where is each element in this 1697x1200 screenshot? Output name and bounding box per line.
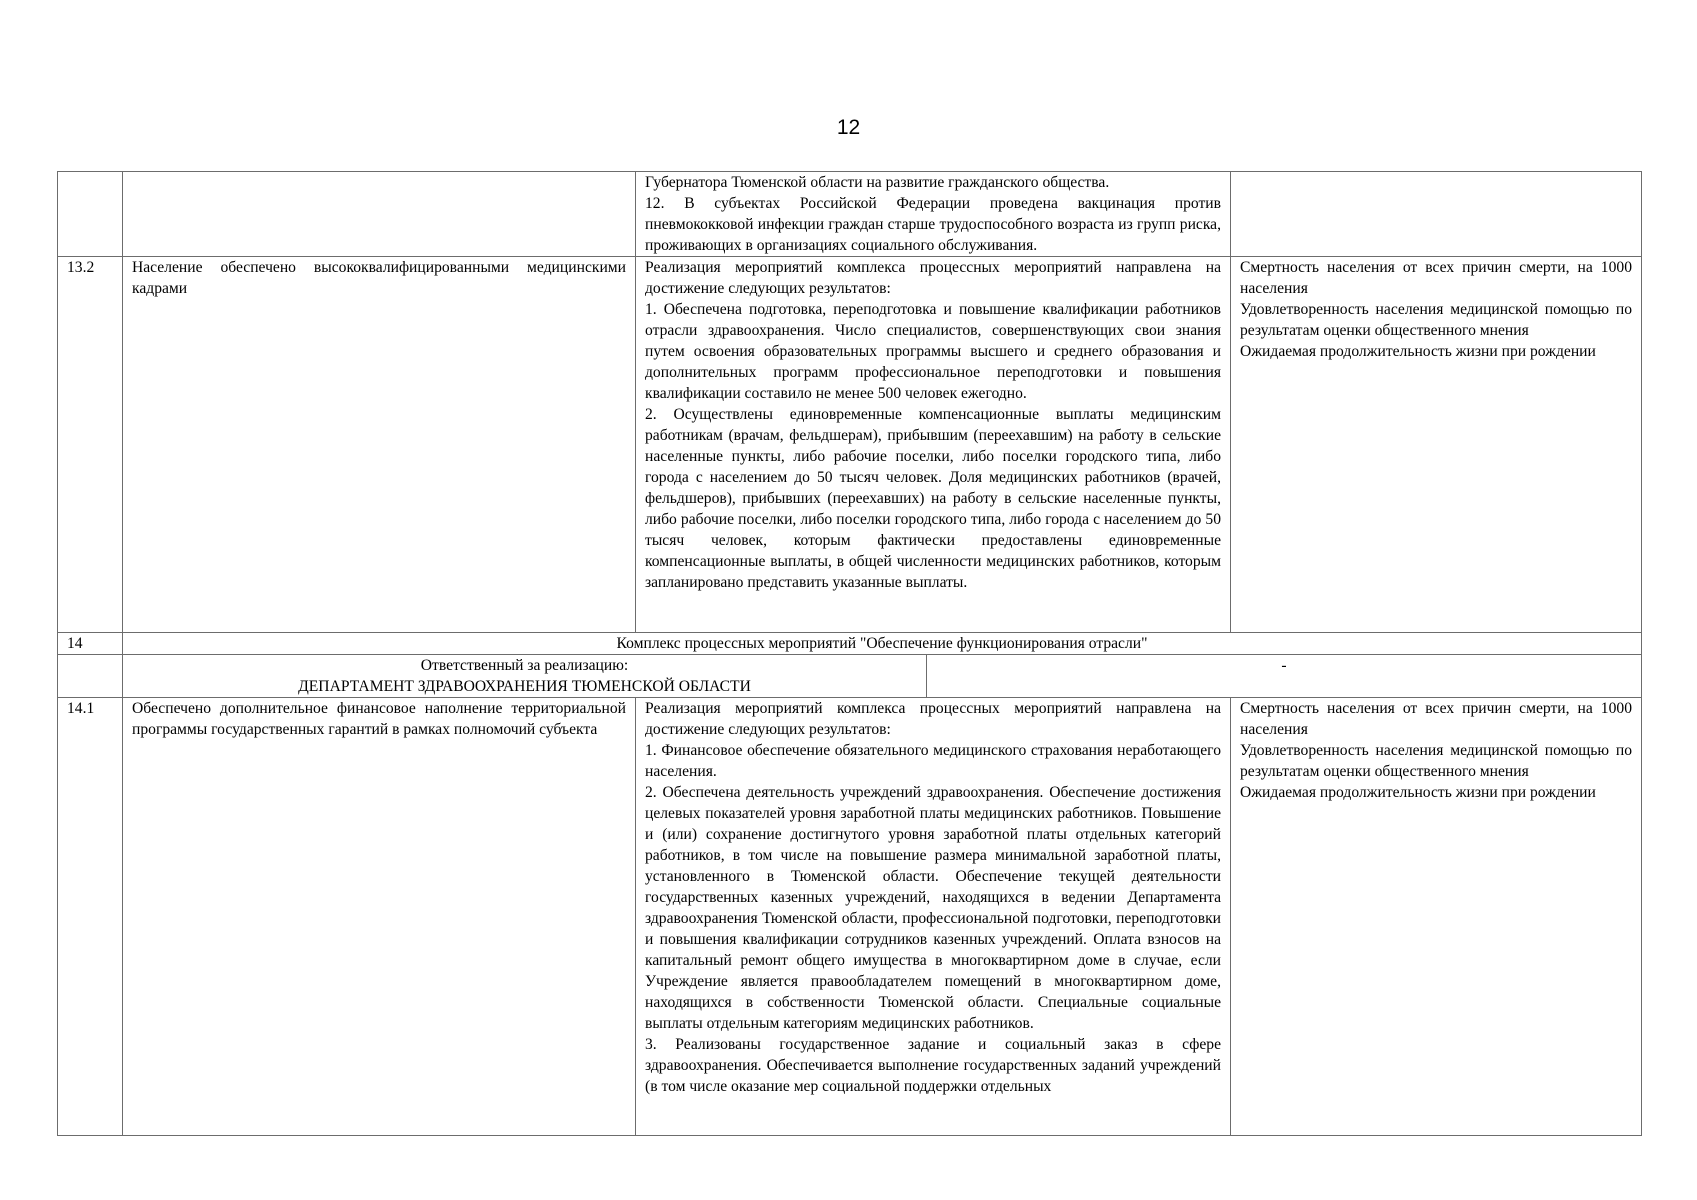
result-paragraph: 1. Обеспечена подготовка, переподготовка и повышение квалификации работников отрасли здравоохранения. Число специалистов, совершенствующих свои знания путем освоения образовательных программы высшего и среднего образования и дополнительных программ профессиональное переподготовки и повышения квалификации составило не менее 500 человек ежегодно. <box>645 301 1221 402</box>
cell-num <box>58 655 123 698</box>
page-number: 12 <box>836 116 861 139</box>
cell-num <box>58 172 123 257</box>
responsible-name: ДЕПАРТАМЕНТ ЗДРАВООХРАНЕНИЯ ТЮМЕНСКОЙ ОБЛАСТИ <box>298 678 751 695</box>
table-row-14 <box>58 633 1642 655</box>
cell-indicators <box>1231 698 1642 1136</box>
result-paragraph: Реализация мероприятий комплекса процессных мероприятий направлена на достижение следующих результатов: <box>645 259 1221 297</box>
indicator: Смертность населения от всех причин смерти, на 1000 населения <box>1240 700 1632 738</box>
result-line: 12. В субъектах Российской Федерации проведена вакцинация против пневмококковой инфекции граждан старше трудоспособного возраста из групп риска, проживающих в организациях социального обслуживания. <box>645 195 1221 254</box>
result-paragraph: Реализация мероприятий комплекса процессных мероприятий направлена на достижение следующих результатов: <box>645 700 1221 738</box>
cell-results <box>636 257 1231 633</box>
cell-indicators <box>1231 172 1642 257</box>
cell-indicators <box>1231 257 1642 633</box>
table-row-13-2 <box>58 257 1642 633</box>
indicator: Смертность населения от всех причин смерти, на 1000 населения <box>1240 259 1632 297</box>
cell-task: Обеспечено дополнительное финансовое наполнение территориальной программы государственных гарантий в рамках полномочий субъекта <box>123 698 636 1136</box>
result-paragraph: 3. Реализованы государственное задание и социальный заказ в сфере здравоохранения. Обеспечивается выполнение государственных заданий учреждений (в том числе оказание мер социальной поддержки отдельных <box>645 1036 1221 1095</box>
cell-task <box>123 172 636 257</box>
result-paragraph: 1. Финансовое обеспечение обязательного медицинского страхования неработающего населения. <box>645 742 1221 780</box>
cell-task: Население обеспечено высококвалифицированными медицинскими кадрами <box>123 257 636 633</box>
indicator: Удовлетворенность населения медицинской помощью по результатам оценки общественного мнения <box>1240 742 1632 780</box>
table-row-14-1 <box>58 698 1642 1136</box>
indicator: Ожидаемая продолжительность жизни при рождении <box>1240 784 1596 801</box>
result-line: Губернатора Тюменской области на развитие гражданского общества. <box>645 174 1110 191</box>
cell-num: 14 <box>58 633 123 655</box>
result-paragraph: 2. Обеспечена деятельность учреждений здравоохранения. Обеспечение достижения целевых показателей уровня заработной платы медицинских работников. Повышение и (или) сохранение достигнутого уровня заработной платы отдельных категорий работников, в том числе на повышение размера минимальной заработной платы, установленного в Тюменской области. Обеспечение текущей деятельности государственных казенных учреждений, находящихся в ведении Департамента здравоохранения Тюменской области, профессиональной подготовки, переподготовки и повышения квалификации сотрудников казенных учреждений. Оплата взносов на капитальный ремонт общего имущества в многоквартирном доме в случае, если Учреждение является правообладателем помещений в многоквартирном доме, находящихся в собственности Тюменской области. Специальные социальные выплаты отдельным категориям медицинских работников. <box>645 784 1221 1032</box>
cell-responsible <box>123 655 927 698</box>
result-paragraph: 2. Осуществлены единовременные компенсационные выплаты медицинским работникам (врачам, фельдшерам), прибывшим (переехавшим) на работу в сельские населенные пункты, либо рабочие поселки, либо поселки городского типа, либо города с населением до 50 тысяч человек. Доля медицинских работников (врачей, фельдшеров), прибывших (переехавших) на работу в сельские населенные пункты, либо рабочие поселки, либо поселки городского типа, либо города с населением до 50 тысяч человек, которым фактически предоставлены единовременные компенсационные выплаты, в общей численности медицинских работников, которым запланировано представить указанные выплаты. <box>645 406 1221 591</box>
cell-complex-title: Комплекс процессных мероприятий "Обеспечение функционирования отрасли" <box>123 633 1642 655</box>
measures-table <box>57 171 1642 1136</box>
table-row-continuation <box>58 172 1642 257</box>
table-row-responsible <box>58 655 1642 698</box>
indicator: Удовлетворенность населения медицинской помощью по результатам оценки общественного мнения <box>1240 301 1632 339</box>
cell-results <box>636 172 1231 257</box>
cell-num: 14.1 <box>58 698 123 1136</box>
indicator: Ожидаемая продолжительность жизни при рождении <box>1240 343 1596 360</box>
responsible-label: Ответственный за реализацию: <box>420 657 629 674</box>
cell-responsible-right: - <box>927 655 1642 698</box>
cell-results <box>636 698 1231 1136</box>
cell-num: 13.2 <box>58 257 123 633</box>
